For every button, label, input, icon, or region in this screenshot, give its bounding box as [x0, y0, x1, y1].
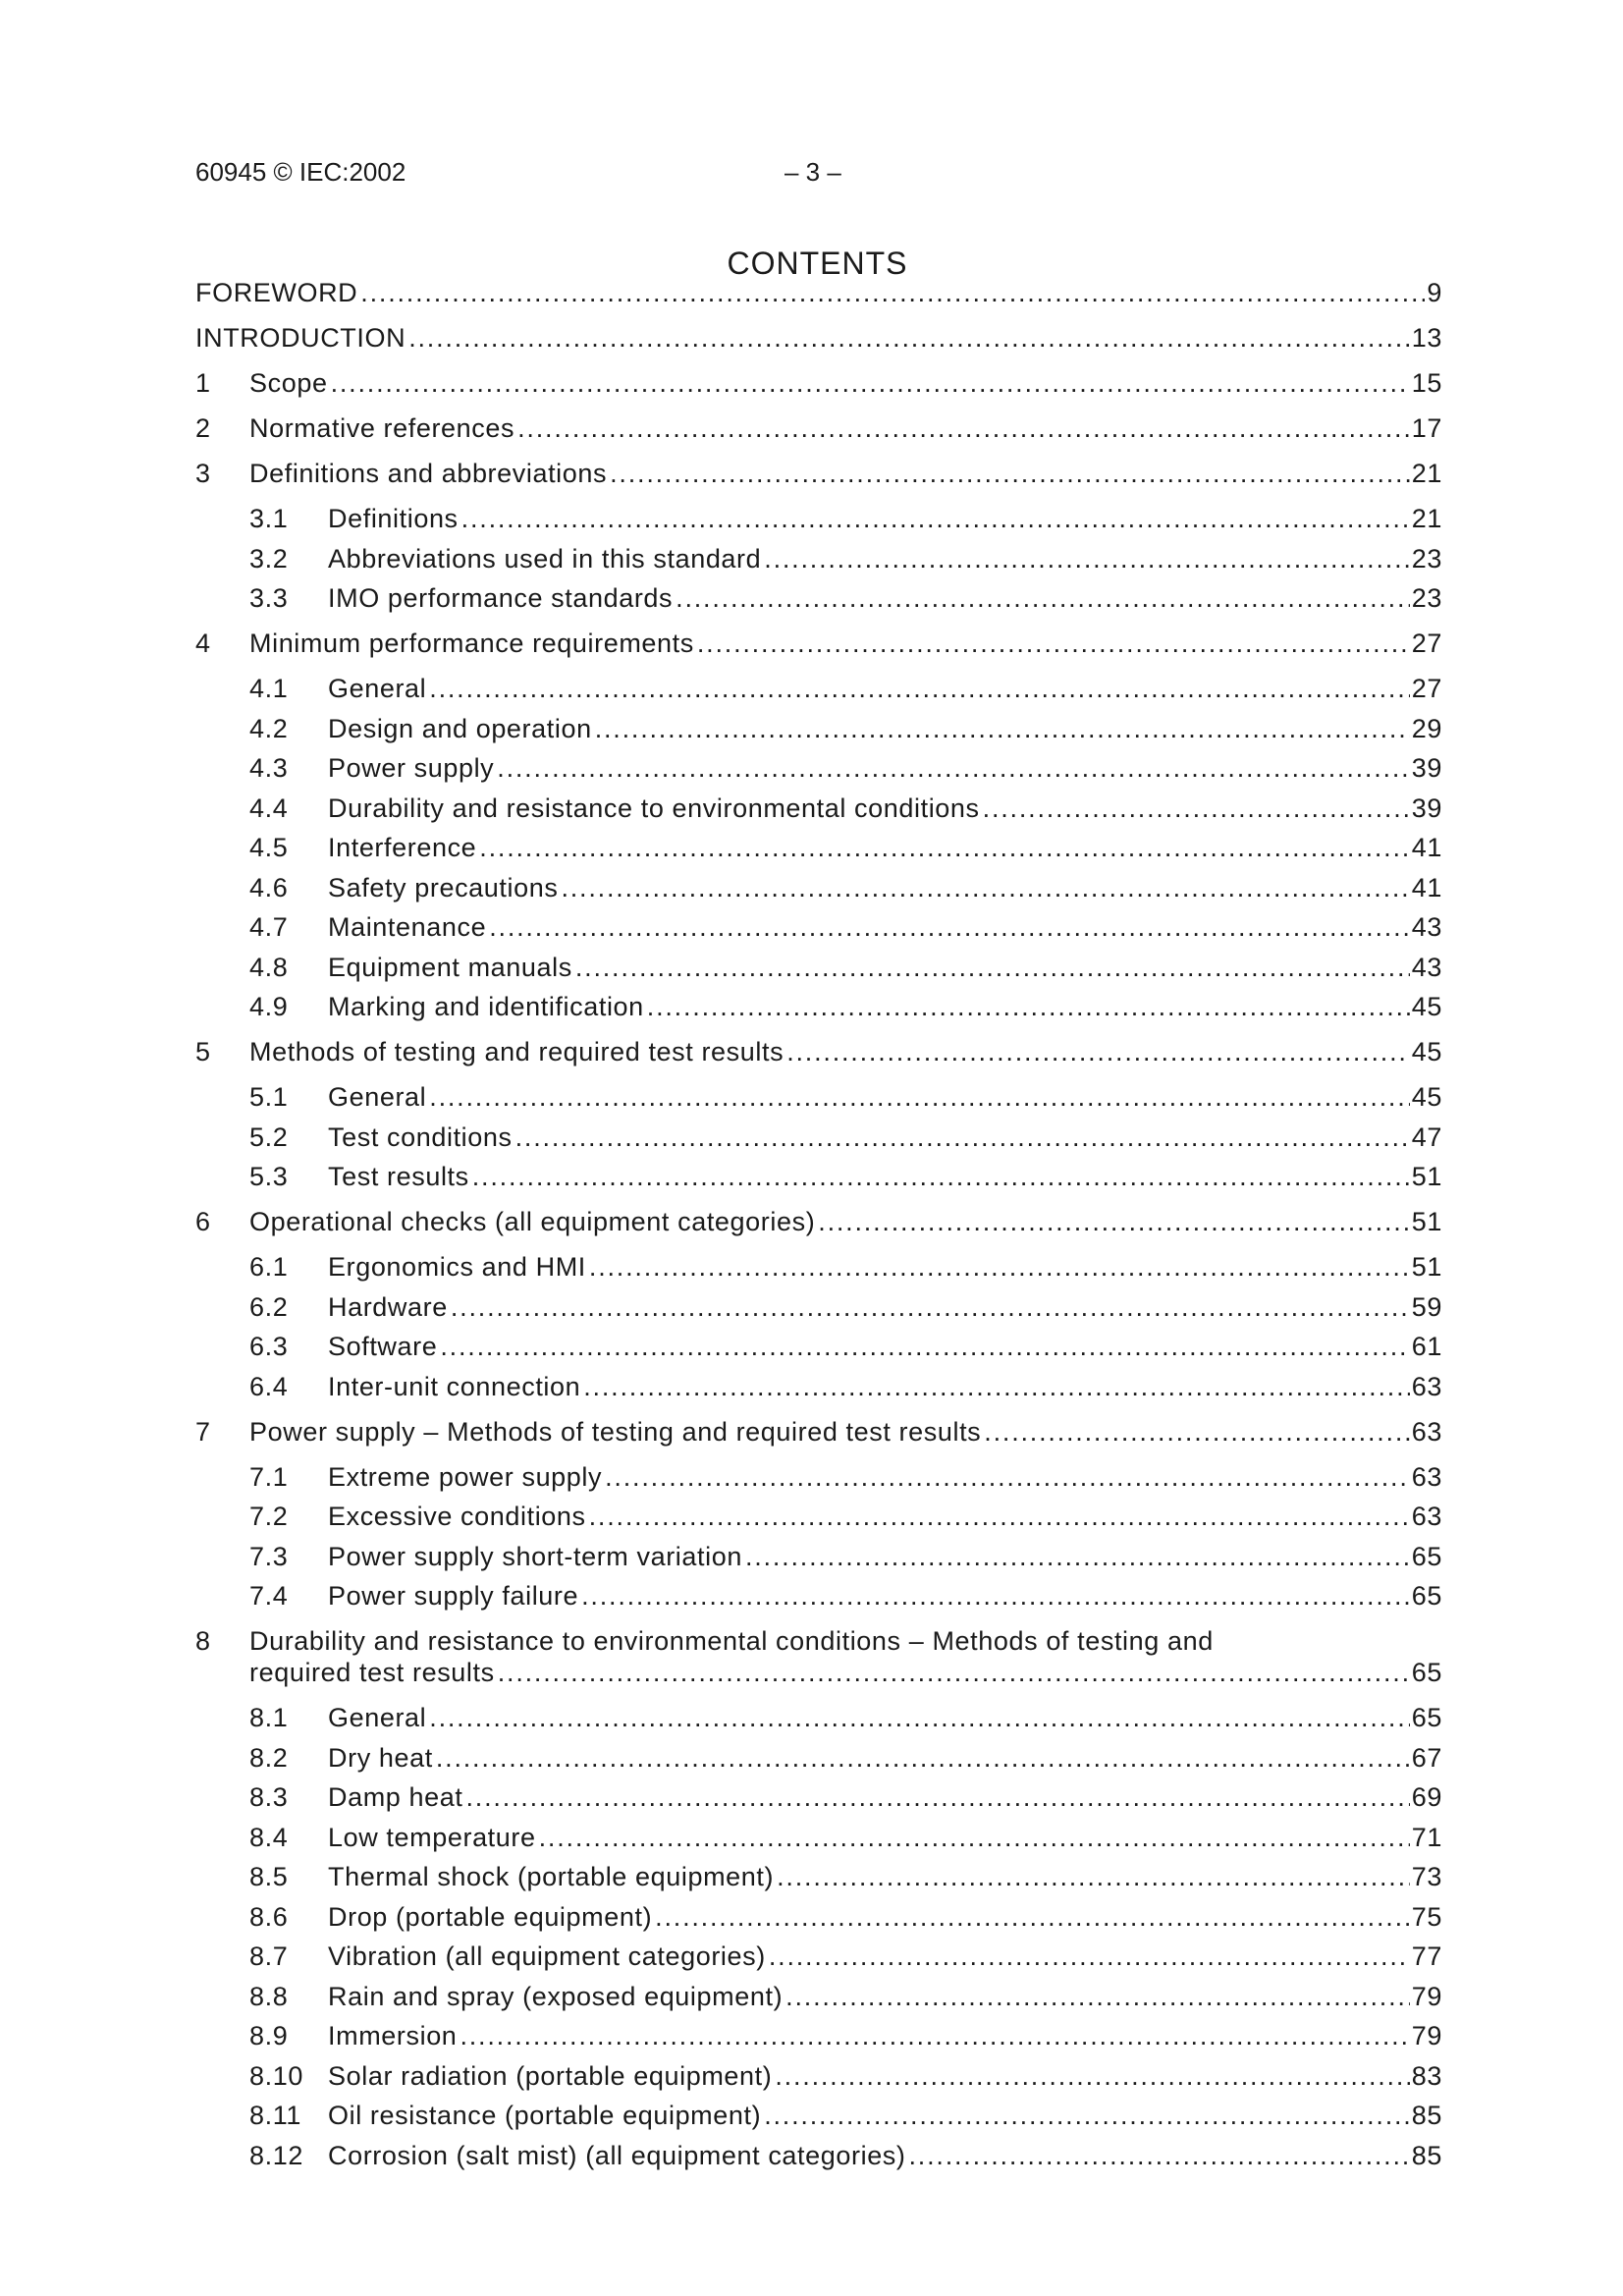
toc-entry[interactable] [195, 411, 1442, 445]
toc-entry-number: 8.1 [249, 1703, 289, 1732]
toc-entry-page: 39 [1411, 793, 1442, 823]
toc-entry[interactable] [249, 1330, 1442, 1363]
toc-entry-title: IMO performance standards [328, 581, 676, 615]
dot-leader [785, 1980, 1410, 2013]
toc-entry-page: 9 [1427, 278, 1442, 307]
toc-entry-number: 8.6 [249, 1901, 289, 1932]
toc-entry-title: Power supply [328, 751, 497, 785]
toc-entry[interactable] [195, 366, 1442, 400]
toc-entry-title: Design and operation [328, 712, 595, 745]
toc-entry-page: 59 [1411, 1291, 1442, 1322]
toc-entry-page: 85 [1411, 2140, 1442, 2170]
toc-entry-page: 65 [1411, 1581, 1442, 1611]
toc-entry-page: 65 [1411, 1541, 1442, 1571]
toc-entry-page: 51 [1411, 1162, 1442, 1191]
dot-leader [775, 2059, 1409, 2093]
dot-leader [331, 366, 1410, 400]
toc-entry-number: 4.9 [249, 992, 289, 1021]
toc-entry-title: Minimum performance requirements [249, 627, 697, 660]
toc-entry-number: 8.2 [249, 1742, 289, 1773]
toc-entry-title: Immersion [328, 2019, 460, 2052]
dot-leader [575, 951, 1410, 984]
toc-entry[interactable] [249, 990, 1442, 1023]
toc-entry-number: 8.8 [249, 1981, 289, 2011]
dot-leader [909, 2139, 1410, 2172]
toc-entry-page: 45 [1411, 1037, 1442, 1066]
toc-entry-page: 69 [1411, 1782, 1442, 1812]
dot-leader [429, 672, 1410, 705]
toc-entry[interactable] [249, 1080, 1442, 1114]
toc-entry-number: 8.3 [249, 1782, 289, 1812]
toc-entry-number: 7.4 [249, 1581, 289, 1611]
toc-entry-title: Power supply – Methods of testing and required test results [249, 1415, 984, 1449]
toc-entry[interactable] [249, 1160, 1442, 1193]
toc-entry-number: 8.4 [249, 1822, 289, 1852]
toc-entry-page: 27 [1411, 629, 1442, 658]
dot-leader [583, 1370, 1410, 1403]
toc-entry-number: 3.2 [249, 543, 289, 574]
toc-entry[interactable] [249, 1860, 1442, 1893]
toc-entry-page: 67 [1411, 1742, 1442, 1773]
toc-entry-number: 1 [195, 368, 211, 398]
toc-entry-title: Methods of testing and required test results [249, 1035, 786, 1068]
dot-leader [647, 990, 1410, 1023]
toc-entry[interactable] [195, 1624, 1442, 1658]
toc-entry-page: 13 [1411, 323, 1442, 353]
toc-entry-number: 3.1 [249, 504, 289, 533]
toc-entry-title: Maintenance [328, 910, 489, 944]
toc-entry-number: 5.2 [249, 1121, 289, 1152]
toc-entry-title: FOREWORD [195, 276, 360, 309]
toc-entry-continuation[interactable] [249, 1656, 1442, 1689]
toc-entry-title: Marking and identification [328, 990, 647, 1023]
dot-leader [581, 1579, 1410, 1613]
dot-leader [465, 1780, 1409, 1814]
toc-entry[interactable] [249, 712, 1442, 745]
toc-entry[interactable] [249, 2099, 1442, 2132]
toc-entry-number: 8.11 [249, 2101, 301, 2130]
toc-entry-page: 63 [1411, 1461, 1442, 1492]
toc-entry-number: 6.3 [249, 1332, 289, 1361]
toc-entry[interactable] [249, 1741, 1442, 1775]
toc-entry-number: 6.2 [249, 1291, 289, 1322]
dot-leader [786, 1035, 1410, 1068]
toc-entry[interactable] [249, 672, 1442, 705]
toc-entry[interactable] [249, 1250, 1442, 1284]
toc-entry-page: 51 [1411, 1207, 1442, 1236]
dot-leader [461, 502, 1410, 535]
toc-entry[interactable] [249, 1980, 1442, 2013]
dot-leader [561, 871, 1409, 904]
toc-entry-title: Solar radiation (portable equipment) [328, 2059, 775, 2093]
toc-entry-title: Drop (portable equipment) [328, 1900, 655, 1934]
toc-entry-page: 75 [1411, 1901, 1442, 1932]
toc-entry-title: Interference [328, 831, 479, 864]
toc-entry-page: 23 [1411, 583, 1442, 613]
toc-entry-page: 41 [1411, 833, 1442, 862]
toc-entry-page: 63 [1411, 1416, 1442, 1447]
toc-entry[interactable] [249, 1121, 1442, 1154]
toc-entry-title: Scope [249, 366, 331, 400]
dot-leader [479, 831, 1409, 864]
dot-leader [429, 1701, 1410, 1734]
toc-entry-page: 83 [1411, 2060, 1442, 2091]
toc-entry[interactable] [249, 2059, 1442, 2093]
toc-entry-title: Software [328, 1330, 440, 1363]
toc-entry-number: 3.3 [249, 583, 289, 613]
dot-leader [440, 1330, 1409, 1363]
toc-entry-number: 5.1 [249, 1082, 289, 1112]
toc-entry-page: 21 [1411, 459, 1442, 488]
toc-entry-page: 79 [1411, 2021, 1442, 2050]
toc-entry[interactable] [249, 871, 1442, 904]
toc-entry-number: 8.12 [249, 2140, 303, 2170]
toc-entry-number: 4.2 [249, 713, 289, 743]
toc-entry[interactable] [249, 910, 1442, 944]
toc-entry-number: 8.5 [249, 1862, 289, 1891]
toc-entry[interactable] [249, 1370, 1442, 1403]
dot-leader [429, 1080, 1410, 1114]
toc-entry-page: 45 [1411, 1082, 1442, 1112]
toc-entry-title: Inter-unit connection [328, 1370, 583, 1403]
toc-entry[interactable] [249, 2019, 1442, 2052]
toc-entry-page: 47 [1411, 1121, 1442, 1152]
toc-entry-number: 4.8 [249, 952, 289, 982]
dot-leader [777, 1860, 1410, 1893]
toc-entry-title: Ergonomics and HMI [328, 1250, 589, 1284]
toc-entry-page: 85 [1411, 2101, 1442, 2130]
toc-entry-number: 8.9 [249, 2021, 289, 2050]
dot-leader [595, 712, 1410, 745]
toc-entry-number: 6 [195, 1207, 211, 1236]
toc-entry-page: 63 [1411, 1371, 1442, 1401]
toc-entry-page: 73 [1411, 1862, 1442, 1891]
toc-entry-number: 7.3 [249, 1541, 289, 1571]
toc-entry-number: 7.1 [249, 1461, 289, 1492]
toc-entry-number: 7.2 [249, 1502, 289, 1531]
toc-entry-page: 41 [1411, 872, 1442, 902]
toc-entry-number: 4.5 [249, 833, 289, 862]
toc-entry[interactable] [249, 542, 1442, 575]
toc-entry-number: 8.7 [249, 1941, 289, 1971]
toc-entry-page: 39 [1411, 753, 1442, 783]
toc-entry[interactable] [249, 1780, 1442, 1814]
toc-entry-page: 43 [1411, 952, 1442, 982]
toc-entry-number: 7 [195, 1416, 211, 1447]
toc-entry-number: 4.4 [249, 793, 289, 823]
toc-entry-title: Thermal shock (portable equipment) [328, 1860, 777, 1893]
dot-leader [497, 751, 1409, 785]
toc-entry-title: Oil resistance (portable equipment) [328, 2099, 764, 2132]
toc-entry-title: Rain and spray (exposed equipment) [328, 1980, 785, 2013]
dot-leader [539, 1821, 1410, 1854]
dot-leader [515, 1121, 1410, 1154]
toc-entry-title: Dry heat [328, 1741, 436, 1775]
toc-entry-number: 6.4 [249, 1371, 289, 1401]
toc-entry[interactable] [249, 1940, 1442, 1973]
toc-entry-title: Safety precautions [328, 871, 561, 904]
toc-entry-number: 4 [195, 629, 211, 658]
toc-entry-title: Equipment manuals [328, 951, 575, 984]
toc-entry-page: 65 [1411, 1703, 1442, 1732]
toc-entry[interactable] [195, 627, 1442, 660]
toc-entry-number: 5 [195, 1037, 211, 1066]
toc-entry-title: Abbreviations used in this standard [328, 542, 764, 575]
toc-entry[interactable] [249, 2139, 1442, 2172]
toc-entry[interactable] [249, 1900, 1442, 1934]
toc-entry-page: 61 [1411, 1332, 1442, 1361]
toc-entry-number: 4.6 [249, 872, 289, 902]
dot-leader [610, 457, 1410, 490]
toc-entry[interactable] [195, 1205, 1442, 1238]
dot-leader [498, 1656, 1410, 1689]
toc-entry-page: 21 [1411, 504, 1442, 533]
toc-entry[interactable] [195, 1415, 1442, 1449]
toc-entry-title: Hardware [328, 1290, 451, 1324]
dot-leader [517, 411, 1410, 445]
toc-entry[interactable] [195, 1035, 1442, 1068]
document-id: 60945 © IEC:2002 [195, 157, 406, 187]
toc-entry-page: 65 [1411, 1658, 1442, 1687]
dot-leader [472, 1160, 1410, 1193]
toc-entry-page: 29 [1411, 713, 1442, 743]
toc-entry-title: Vibration (all equipment categories) [328, 1940, 769, 1973]
toc-entry[interactable] [249, 951, 1442, 984]
toc-entry-page: 51 [1411, 1252, 1442, 1282]
toc-entry[interactable] [195, 457, 1442, 490]
dot-leader [655, 1900, 1410, 1934]
page-number: – 3 – [784, 157, 841, 187]
dot-leader [605, 1460, 1410, 1494]
dot-leader [436, 1741, 1410, 1775]
toc-entry-number: 2 [195, 413, 211, 443]
toc-entry-title: Power supply short-term variation [328, 1540, 745, 1573]
toc-entry-title: Damp heat [328, 1780, 465, 1814]
toc-entry-page: 15 [1411, 368, 1442, 398]
toc-entry-page: 43 [1411, 912, 1442, 942]
toc-entry[interactable] [249, 581, 1442, 615]
toc-entry-page: 23 [1411, 543, 1442, 574]
toc-entry-page: 63 [1411, 1502, 1442, 1531]
dot-leader [769, 1940, 1410, 1973]
toc-entry-number: 8.10 [249, 2060, 303, 2091]
toc-entry-number: 5.3 [249, 1162, 289, 1191]
dot-leader [984, 1415, 1409, 1449]
toc-entry-page: 77 [1411, 1941, 1442, 1971]
toc-entry-title: Test results [328, 1160, 472, 1193]
toc-entry-title: Extreme power supply [328, 1460, 605, 1494]
toc-entry-number: 4.7 [249, 912, 289, 942]
page-header [195, 157, 1442, 192]
toc-entry-number: 3 [195, 459, 211, 488]
toc-entry-page: 71 [1411, 1822, 1442, 1852]
dot-leader [589, 1500, 1410, 1533]
toc-entry-page: 45 [1411, 992, 1442, 1021]
toc-entry-title: INTRODUCTION [195, 321, 408, 355]
toc-entry[interactable] [249, 1460, 1442, 1494]
toc-entry-title: General [328, 1080, 429, 1114]
dot-leader [676, 581, 1410, 615]
dot-leader [983, 792, 1410, 825]
toc-entry-number: 6.1 [249, 1252, 289, 1282]
dot-leader [818, 1205, 1409, 1238]
dot-leader [360, 276, 1425, 309]
toc-entry[interactable] [249, 1821, 1442, 1854]
dot-leader [745, 1540, 1410, 1573]
toc-entry-title: Durability and resistance to environmental conditions [328, 792, 983, 825]
toc-entry-title: Excessive conditions [328, 1500, 589, 1533]
toc-entry[interactable] [249, 1290, 1442, 1324]
toc-entry-title: Test conditions [328, 1121, 515, 1154]
contents-title: CONTENTS [727, 246, 908, 281]
toc-entry-title: Normative references [249, 411, 517, 445]
toc-entry-number: 4.3 [249, 753, 289, 783]
toc-entry-title: Definitions and abbreviations [249, 457, 610, 490]
toc-entry[interactable] [249, 1500, 1442, 1533]
dot-leader [764, 542, 1410, 575]
toc-entry[interactable] [249, 751, 1442, 785]
dot-leader [589, 1250, 1410, 1284]
toc-entry-title: Definitions [328, 502, 461, 535]
toc-entry-title-continuation: required test results [249, 1656, 498, 1689]
toc-entry-title: General [328, 1701, 429, 1734]
toc-entry-page: 79 [1411, 1981, 1442, 2011]
toc-entry-page: 27 [1411, 674, 1442, 703]
dot-leader [460, 2019, 1409, 2052]
dot-leader [408, 321, 1410, 355]
toc-entry[interactable] [249, 792, 1442, 825]
toc-entry[interactable] [249, 502, 1442, 535]
toc-entry-title: Power supply failure [328, 1579, 581, 1613]
toc-entry-title: Operational checks (all equipment categories) [249, 1205, 818, 1238]
toc-entry-title: Corrosion (salt mist) (all equipment categories) [328, 2139, 909, 2172]
toc-entry-page: 17 [1411, 413, 1442, 443]
toc-entry-title: General [328, 672, 429, 705]
toc-entry-title: Durability and resistance to environmental conditions – Methods of testing and [249, 1624, 1217, 1658]
dot-leader [764, 2099, 1410, 2132]
toc-entry[interactable] [249, 1701, 1442, 1734]
dot-leader [697, 627, 1410, 660]
toc-entry-number: 8 [195, 1626, 211, 1656]
toc-entry[interactable] [249, 831, 1442, 864]
toc-entry[interactable] [195, 276, 1442, 309]
dot-leader [489, 910, 1410, 944]
toc-entry-title: Low temperature [328, 1821, 539, 1854]
toc-entry-number: 4.1 [249, 674, 289, 703]
toc-entry[interactable] [249, 1579, 1442, 1613]
toc-entry[interactable] [195, 321, 1442, 355]
dot-leader [451, 1290, 1410, 1324]
toc-entry[interactable] [249, 1540, 1442, 1573]
